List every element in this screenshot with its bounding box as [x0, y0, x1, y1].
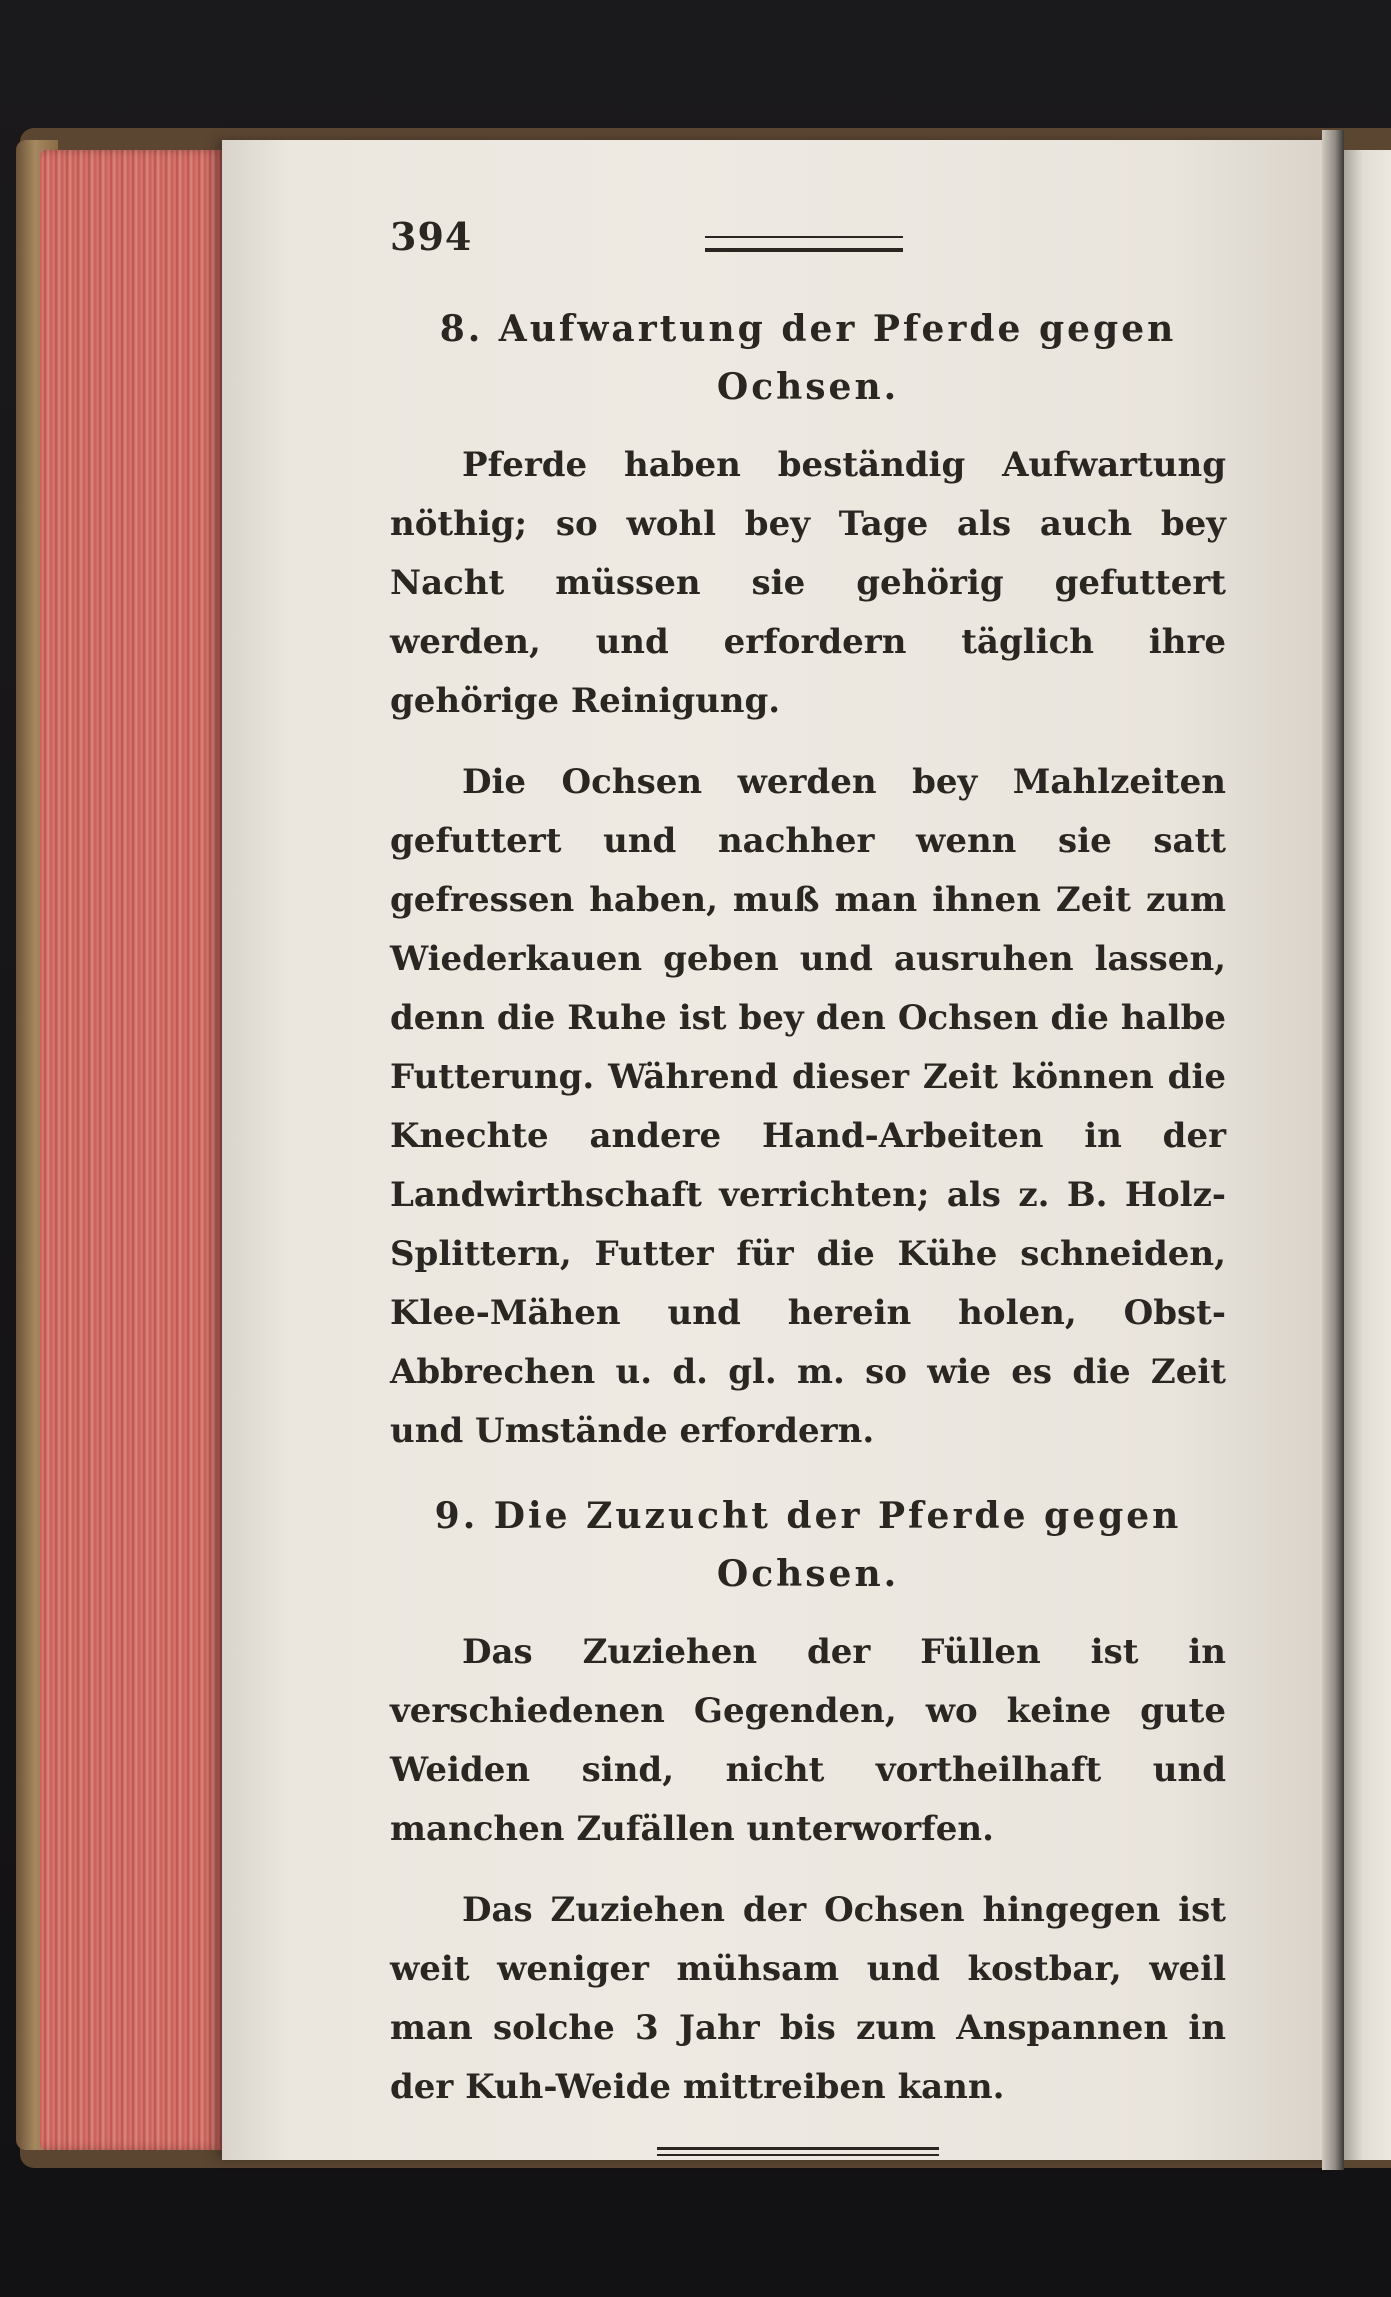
page-gutter	[1322, 130, 1344, 2170]
page-number: 394	[390, 214, 473, 259]
section-heading-8	[390, 300, 1226, 416]
header-rule	[705, 236, 903, 252]
page-header	[390, 214, 1226, 274]
page-text	[390, 214, 1226, 2156]
page-edges	[40, 150, 225, 2150]
paragraph: Das Zuziehen der Füllen ist in verschiedenen Gegenden, wo keine gute Weiden sind, nicht vortheilhaft und manchen Zufällen unterworfen.	[390, 1632, 1226, 1849]
end-rule	[657, 2147, 939, 2156]
facing-page-edge	[1344, 150, 1391, 2160]
section-heading-9-line1: 9. Die Zuzucht der Pferde gegen	[434, 1495, 1182, 1537]
paragraph: Pferde haben beständig Aufwartung nöthig; so wohl bey Tage als auch bey Nacht müssen sie gehörig gefuttert werden, und erfordern täglich ihre gehörige Reinigung.	[390, 445, 1226, 721]
section-heading-8-line2: Ochsen.	[716, 366, 900, 408]
section-heading-9	[390, 1487, 1226, 1603]
section-heading-9-line2: Ochsen.	[716, 1553, 900, 1595]
paragraph: Die Ochsen werden bey Mahlzeiten gefuttert und nachher wenn sie satt gefressen haben, muß man ihnen Zeit zum Wiederkauen geben und ausruhen lassen, denn die Ruhe ist bey den Ochsen die halbe Futterung. Während dieser Zeit können die Knechte andere Hand-Arbeiten in der Landwirthschaft verrichten; als z. B. Holz-Splittern, Futter für die Kühe schneiden, Klee-Mähen und herein holen, Obst-Abbrechen u. d. gl. m. so wie es die Zeit und Umstände erfordern.	[390, 762, 1226, 1451]
paragraph: Das Zuziehen der Ochsen hingegen ist weit weniger mühsam und kostbar, weil man solche 3 Jahr bis zum Anspannen in der Kuh-Weide mittreiben kann.	[390, 1890, 1226, 2107]
section-heading-8-line1: 8. Aufwartung der Pferde gegen	[439, 308, 1177, 350]
